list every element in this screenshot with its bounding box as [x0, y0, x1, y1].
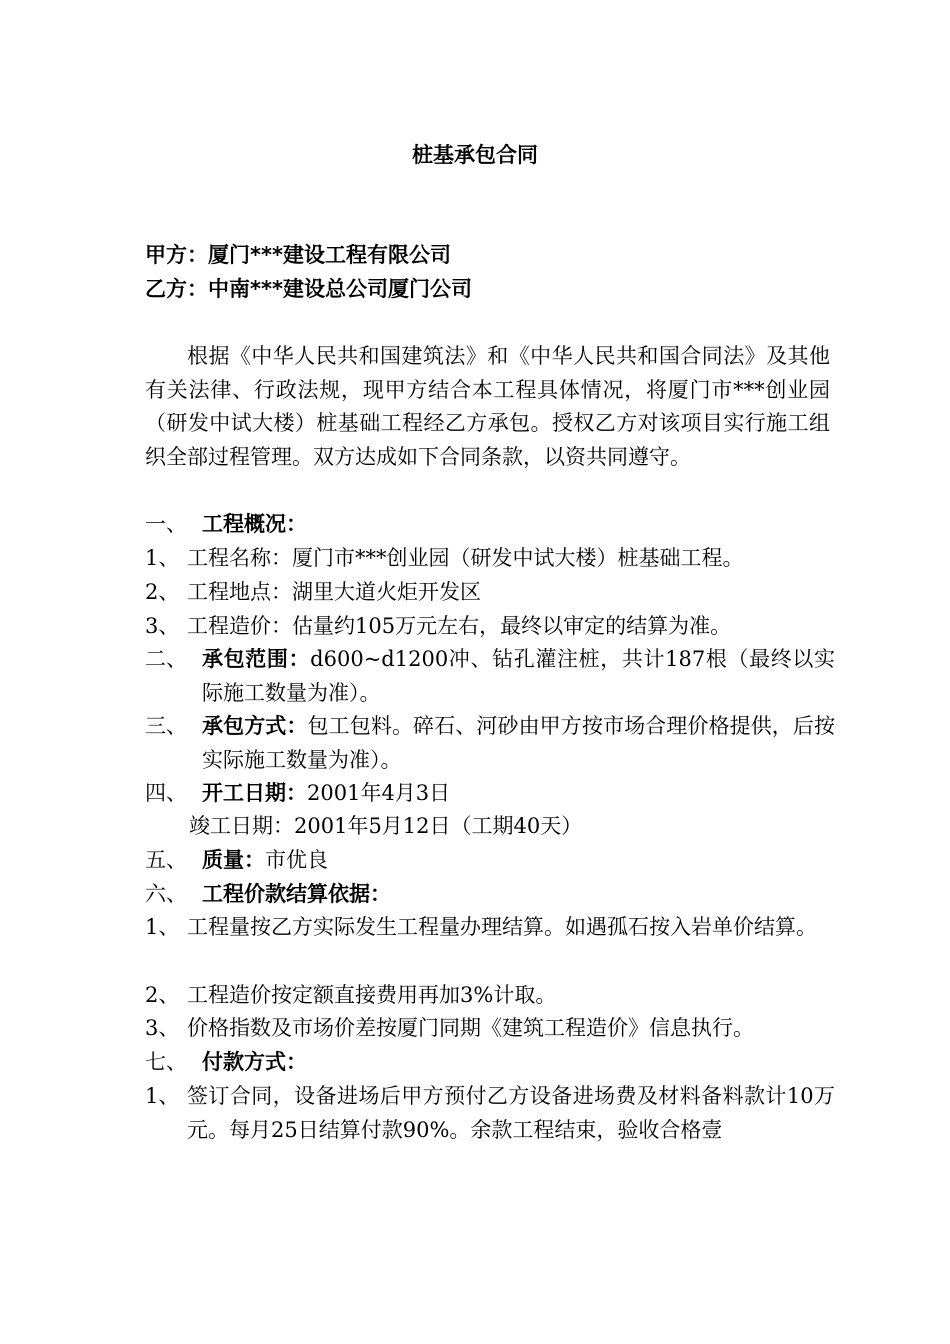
section-title: 承包方式：: [202, 714, 308, 738]
list-item: [145, 576, 835, 610]
party-b: 乙方：中南***建设总公司厦门公司: [145, 277, 472, 301]
section-text: 包工包料。碎石、河砂由甲方按市场合理价格提供，后按实际施工数量为准）。: [202, 714, 836, 772]
item-number: 1、: [145, 1084, 180, 1108]
list-item: [145, 542, 835, 576]
item-text: 工程名称：厦门市***创业园（研发中试大楼）桩基础工程。: [187, 546, 744, 570]
section-text: 市优良: [265, 848, 328, 872]
section-number: 三、: [145, 714, 187, 738]
section-text: d600~d1200冲、钻孔灌注桩，共计187根（最终以实际施工数量为准）。: [202, 647, 836, 705]
list-item: [145, 911, 835, 945]
section-5: [145, 844, 835, 878]
section-6-heading: [145, 878, 835, 912]
section-title: 开工日期：: [202, 781, 307, 805]
section-number: 二、: [145, 647, 187, 671]
section-3: [145, 710, 835, 777]
item-text: 工程量按乙方实际发生工程量办理结算。如遇孤石按入岩单价结算。: [187, 915, 817, 939]
item-text: 签订合同，设备进场后甲方预付乙方设备进场费及材料备料款计10万元。每月25日结算付款90%。余款工程结束，验收合格壹: [187, 1084, 835, 1142]
item-text: 工程造价：估量约105万元左右，最终以审定的结算为准。: [187, 614, 732, 638]
section-title: 工程价款结算依据：: [202, 882, 391, 906]
section-number: 四、: [145, 781, 187, 805]
section-number: 一、: [145, 512, 187, 536]
section-number: 六、: [145, 882, 187, 906]
section-title: 承包范围：: [202, 647, 311, 671]
item-text: 工程地点：湖里大道火炬开发区: [187, 580, 481, 604]
section-title: 质量：: [202, 848, 265, 872]
section-text: 2001年4月3日: [307, 781, 451, 805]
party-a: 甲方：厦门***建设工程有限公司: [145, 243, 451, 267]
section-4: [145, 777, 835, 811]
item-number: 2、: [145, 983, 180, 1007]
section-1-heading: [145, 508, 835, 542]
item-number: 1、: [145, 915, 180, 939]
section-number: 七、: [145, 1050, 187, 1074]
section-7-heading: [145, 1046, 835, 1080]
item-text: 价格指数及市场价差按厦门同期《建筑工程造价》信息执行。: [187, 1016, 754, 1040]
list-item: [145, 1080, 835, 1147]
list-item: [145, 979, 835, 1013]
item-number: 3、: [145, 1016, 180, 1040]
completion-date: 竣工日期：2001年5月12日（工期40天）: [189, 814, 583, 838]
item-text: 工程造价按定额直接费用再加3%计取。: [187, 983, 557, 1007]
document-title: 桩基承包合同: [412, 143, 538, 167]
list-item: [145, 610, 835, 644]
section-2: [145, 643, 835, 710]
section-number: 五、: [145, 848, 187, 872]
section-title: 工程概况：: [202, 512, 307, 536]
item-number: 1、: [145, 546, 180, 570]
item-number: 3、: [145, 614, 180, 638]
list-item: [145, 1012, 835, 1046]
item-number: 2、: [145, 580, 180, 604]
section-title: 付款方式：: [202, 1050, 307, 1074]
intro-paragraph: 根据《中华人民共和国建筑法》和《中华人民共和国合同法》及其他有关法律、行政法规，现甲方结合本工程具体情况，将厦门市***创业园（研发中试大楼）桩基础工程经乙方承包。授权乙方对该项目实行施工组织全部过程管理。双方达成如下合同条款，以资共同遵守。: [145, 344, 830, 469]
